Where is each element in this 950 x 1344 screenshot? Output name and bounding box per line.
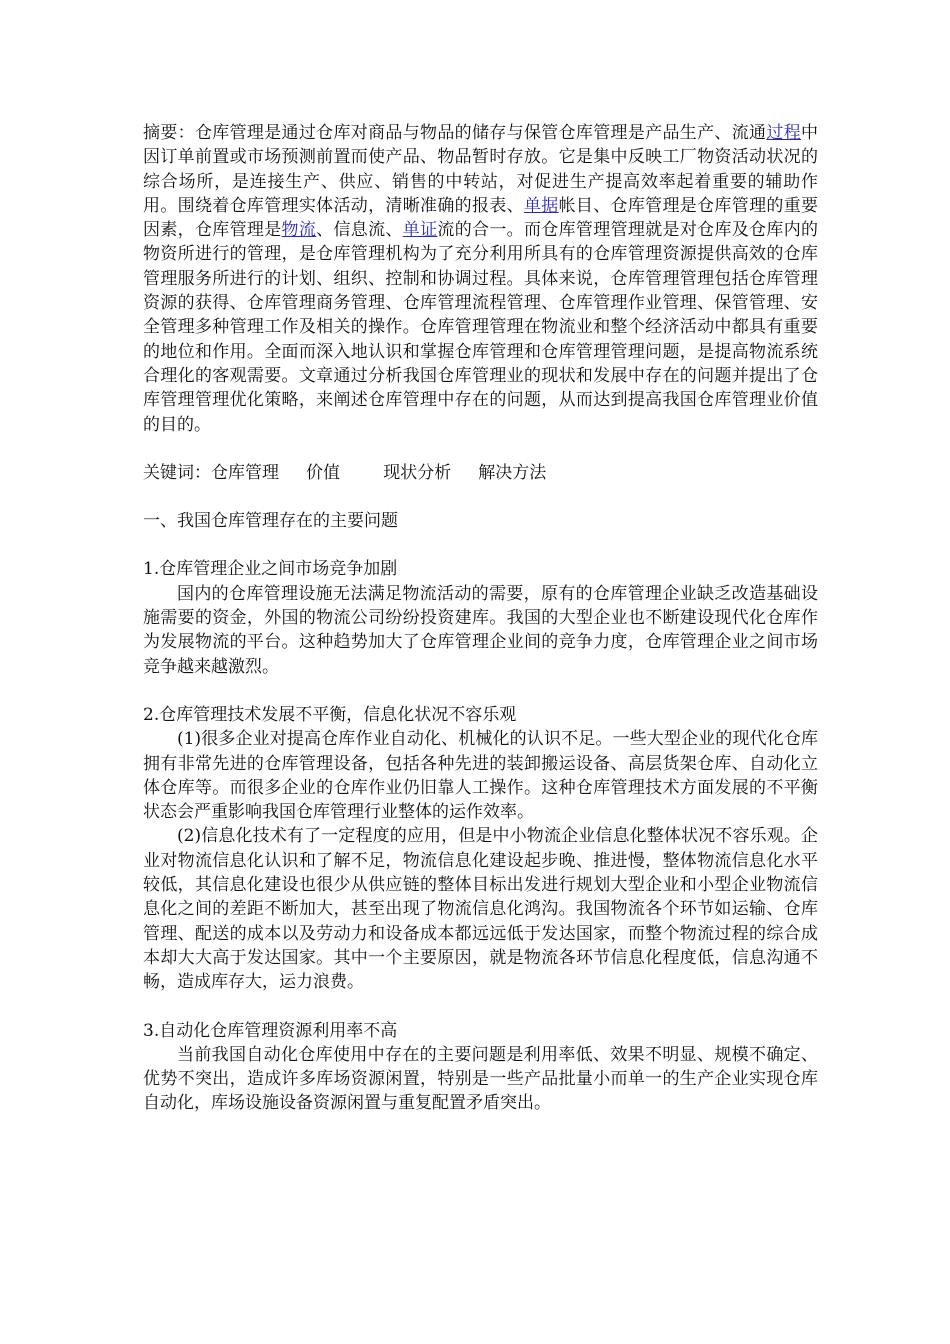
- abstract-text: 中因订单前置或市场预测前置而使产品、物品暂时存放。它是集中反映工厂物资活动状况的综合场所，是连接生产、供应、销售的中转站，对促进生产提高效率起着重要的辅助作用。围绕着仓库管理实体活动，清晰准确的报表、: [143, 123, 819, 216]
- subsection-1-title: 1.仓库管理企业之间市场竞争加剧: [143, 559, 398, 580]
- keywords-line: 关键词：仓库管理 价值 现状分析 解决方法: [143, 462, 547, 483]
- link-guocheng[interactable]: 过程: [766, 123, 802, 143]
- abstract-text: 流的合一。而仓库管理管理就是对仓库及仓库内的物资所进行的管理，是仓库管理机构为了充分利用所具有的仓库管理资源提供高效的仓库管理服务所进行的计划、组织、控制和协调过程。具体来说，仓库管理管理包括仓库管理资源的获得、仓库管理商务管理、仓库管理流程管理、仓库管理作业管理、保管管理、安全管理多种管理工作及相关的操作。仓库管理管理在物流业和整个经济活动中都具有重要的地位和作用。全面而深入地认识和掌握仓库管理和仓库管理管理问题，是提高物流系统合理化的客观需要。文章通过分析我国仓库管理业的现状和发展中存在的问题并提出了仓库管理管理优化策略，来阐述仓库管理中存在的问题，从而达到提高我国仓库管理业价值的目的。: [143, 220, 819, 435]
- subsection-2-body-2: (2)信息化技术有了一定程度的应用，但是中小物流企业信息化整体状况不容乐观。企业对物流信息化认识和了解不足，物流信息化建设起步晚、推进慢，整体物流信息化水平较低，其信息化建设也很少从供应链的整体目标出发进行规划大型企业和小型企业物流信息化之间的差距不断加大，甚至出现了物流信息化鸿沟。我国物流各个环节如运输、仓库管理、配送的成本以及劳动力和设备成本都远远低于发达国家，而整个物流过程的综合成本却大大高于发达国家。其中一个主要原因，就是物流各环节信息化程度低，信息沟通不畅，造成库存大，运力浪费。: [143, 826, 818, 993]
- link-danzheng[interactable]: 单证: [402, 220, 438, 241]
- abstract-paragraph: [143, 121, 818, 437]
- section-heading: 一、我国仓库管理存在的主要问题: [143, 511, 398, 532]
- subsection-3-title: 3.自动化仓库管理资源利用率不高: [143, 1020, 398, 1041]
- abstract-text: 帐目、仓库管理是仓库管理的重要因素，仓库管理是: [143, 195, 819, 241]
- link-danju[interactable]: 单据: [523, 195, 559, 216]
- subsection-2-body-1: (1)很多企业对提高仓库作业自动化、机械化的认识不足。一些大型企业的现代化仓库拥有非常先进的仓库管理设备，包括各种先进的装卸搬运设备、高层货架仓库、自动化立体仓库等。而很多企业的仓库作业仍旧靠人工操作。这种仓库管理技术方面发展的不平衡状态会严重影响我国仓库管理行业整体的运作效率。: [143, 729, 818, 823]
- subsection-1-body: 国内的仓库管理设施无法满足物流活动的需要，原有的仓库管理企业缺乏改造基础设施需要的资金，外国的物流公司纷纷投资建库。我国的大型企业也不断建设现代化仓库作为发展物流的平台。这种趋势加大了仓库管理企业间的竞争力度，仓库管理企业之间市场竞争越来越激烈。: [143, 583, 818, 677]
- abstract-text: 、信息流、: [316, 220, 403, 241]
- abstract-text: 摘要：仓库管理是通过仓库对商品与物品的储存与保管仓库管理是产品生产、流通: [143, 123, 767, 143]
- document-page: [143, 121, 818, 1116]
- subsection-2-title: 2.仓库管理技术发展不平衡，信息化状况不容乐观: [143, 704, 517, 725]
- link-wuliu[interactable]: 物流: [281, 220, 317, 241]
- subsection-3-body: 当前我国自动化仓库使用中存在的主要问题是利用率低、效果不明显、规模不确定、优势不突出，造成许多库场资源闲置，特别是一些产品批量小而单一的生产企业实现仓库自动化，库场设施设备资源闲置与重复配置矛盾突出。: [143, 1044, 818, 1114]
